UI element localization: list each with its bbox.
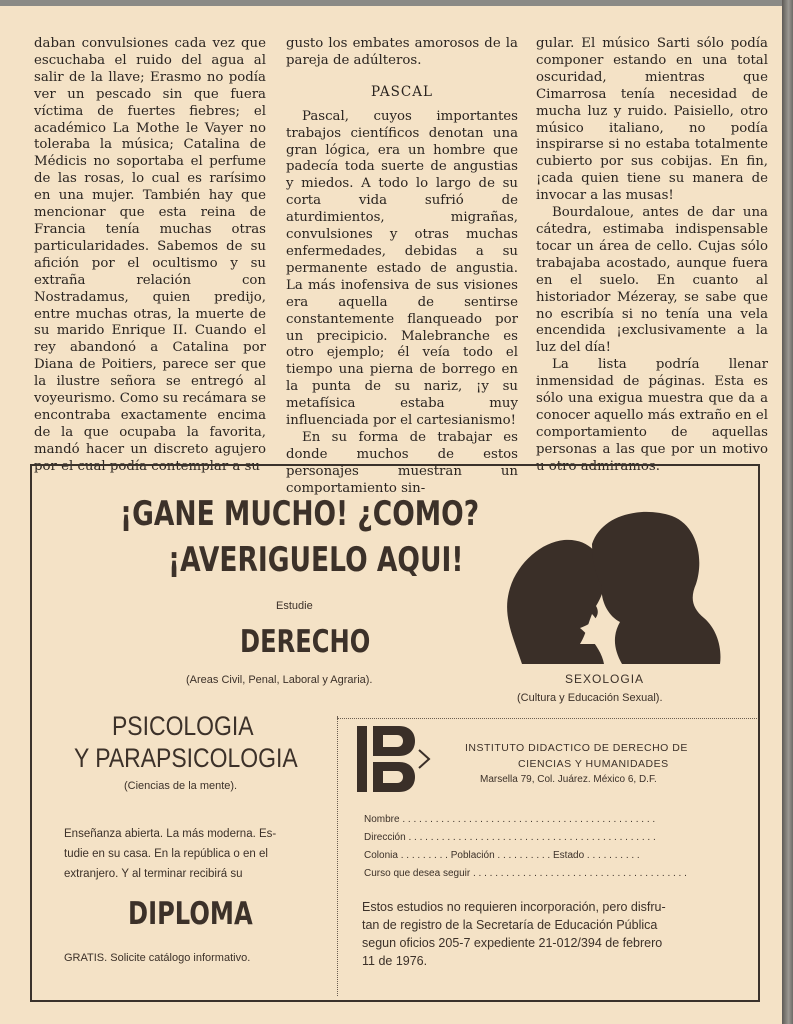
article-paragraph: La lista podría llenar inmensidad de páginas. Esta es sólo una exigua muestra que da a conocer aquello más extraño en el comportamiento de aquellas personas a las que por un motivo u otro admiramos.	[536, 357, 768, 474]
ad-derecho: DERECHO	[240, 624, 371, 660]
ad-parapsicologia: Y PARAPSICOLOGIA	[74, 743, 298, 773]
ad-psicologia: PSICOLOGIA	[112, 711, 254, 741]
ad-subheadline: ¡AVERIGUELO AQUI!	[168, 540, 464, 580]
institute-address: Marsella 79, Col. Juárez. México 6, D.F.	[480, 774, 657, 785]
magazine-page	[0, 6, 784, 1024]
ad-sexologia-sub: (Cultura y Educación Sexual).	[517, 692, 663, 704]
ad-headline: ¡GANE MUCHO! ¿COMO?	[120, 494, 480, 534]
institute-name-line2: CIENCIAS Y HUMANIDADES	[518, 758, 669, 770]
page-spine	[782, 0, 793, 1024]
form-field-curso[interactable]: Curso que desea seguir . . . . . . . . . . . . . . . . . . . . . . . . . . . . . . . . . . . . . . .	[364, 868, 687, 879]
ad-horizontal-divider	[337, 718, 757, 719]
ad-estudie: Estudie	[276, 600, 313, 612]
article-column-1	[34, 36, 266, 476]
ad-derecho-areas: (Areas Civil, Penal, Laboral y Agraria).	[186, 674, 373, 686]
couple-silhouette-image	[492, 504, 724, 666]
ad-body-line: extranjero. Y al terminar recibirá su	[64, 868, 243, 880]
ad-diploma: DIPLOMA	[128, 896, 253, 932]
ad-gratis: GRATIS. Solicite catálogo informativo.	[64, 952, 251, 964]
article-column-2	[286, 36, 518, 498]
section-heading-pascal: PASCAL	[371, 83, 433, 100]
article-paragraph: Pascal, cuyos importantes trabajos científicos denotan una gran lógica, era un hombre que padecía toda suerte de angustias y miedos. A todo lo largo de su corta vida sufrió de aturdimientos, migrañas, convulsiones y otras muchas enfermedades, debidas a su permanente estado de angustia. La más inofensiva de sus visiones era aquella de sentirse constantemente flanqueado por un precipicio. Malebranche es otro ejemplo; él veía todo el tiempo una pierna de borrego en la punta de su nariz, ¡y su metafísica estaba muy influenciada por el cartesianismo!	[286, 108, 518, 429]
institute-logo-icon	[355, 724, 431, 794]
form-field-colonia[interactable]: Colonia . . . . . . . . . Población . . . . . . . . . . Estado . . . . . . . . . .	[364, 850, 640, 861]
article-column-3	[536, 36, 768, 476]
ad-body-line: tudie en su casa. En la república o en el	[64, 848, 268, 860]
form-field-direccion[interactable]: Dirección . . . . . . . . . . . . . . . . . . . . . . . . . . . . . . . . . . . . . . . . . . . . .	[364, 832, 656, 843]
ad-psicologia-sub: (Ciencias de la mente).	[124, 780, 238, 792]
ad-notice-line: Estos estudios no requieren incorporación, pero disfru-	[362, 900, 666, 914]
article-paragraph: gusto los embates amorosos de la pareja de adúlteros.	[286, 36, 518, 68]
article-paragraph: En su forma de trabajar es donde muchos de estos personajes muestran un comportamiento sin-	[286, 429, 518, 496]
article-paragraph: daban convulsiones cada vez que escuchaba el ruido del agua al salir de la llave; Erasmo no podía ver un pescado sin que fuera víctima de fuertes fiebres; el académico La Mothe le Vayer no toleraba la música; Catalina de Médicis no soportaba el perfume de las rosas, lo cual es rarísimo en una mujer. También hay que mencionar que esta reina de Francia tenía muchas otras particularidades. Sabemos de su afición por el ocultismo y su extraña relación con Nostradamus, quien predijo, entre muchas otras, la muerte de su marido Enrique II. Cuando el rey abandonó a Catalina por Diana de Poitiers, parece ser que la ilustre señora se entregó al voyeurismo. Como su recámara se encontraba exactamente encima de la que ocupaba la favorita, mandó hacer un discreto agujero por el cual podía contemplar a su	[34, 36, 266, 474]
institute-name-line1: INSTITUTO DIDACTICO DE DERECHO DE	[465, 742, 688, 754]
ad-notice-line: segun oficios 205-7 expediente 21-012/394 de febrero	[362, 936, 663, 950]
article-paragraph: gular. El músico Sarti sólo podía componer estando en una total oscuridad, mientras que Cimarrosa tenía necesidad de mucha luz y ruido. Paisiello, otro músico italiano, no podía inspirarse si no estaba totalmente cubierto por sus cobijas. En fin, ¡cada quien tiene su manera de invocar a las musas!	[536, 36, 768, 204]
ad-body-line: Enseñanza abierta. La más moderna. Es-	[64, 828, 277, 840]
ad-notice-line: 11 de 1976.	[362, 954, 428, 968]
ad-vertical-divider	[337, 716, 338, 996]
form-field-nombre[interactable]: Nombre . . . . . . . . . . . . . . . . . . . . . . . . . . . . . . . . . . . . . . . . . . . . . .	[364, 814, 656, 825]
ad-sexologia: SEXOLOGIA	[565, 672, 645, 686]
advertisement-box	[30, 464, 760, 1002]
ad-notice-line: tan de registro de la Secretaría de Educación Pública	[362, 918, 658, 932]
article-paragraph: Bourdaloue, antes de dar una cátedra, estimaba indispensable tocar un área de cello. Cujas sólo trabajaba acostado, aunque fuera en el suelo. En cuanto al historiador Mézeray, se sabe que no escribía si no tenía una vela encendida ¡exclusivamente a la luz del día!	[536, 205, 768, 356]
